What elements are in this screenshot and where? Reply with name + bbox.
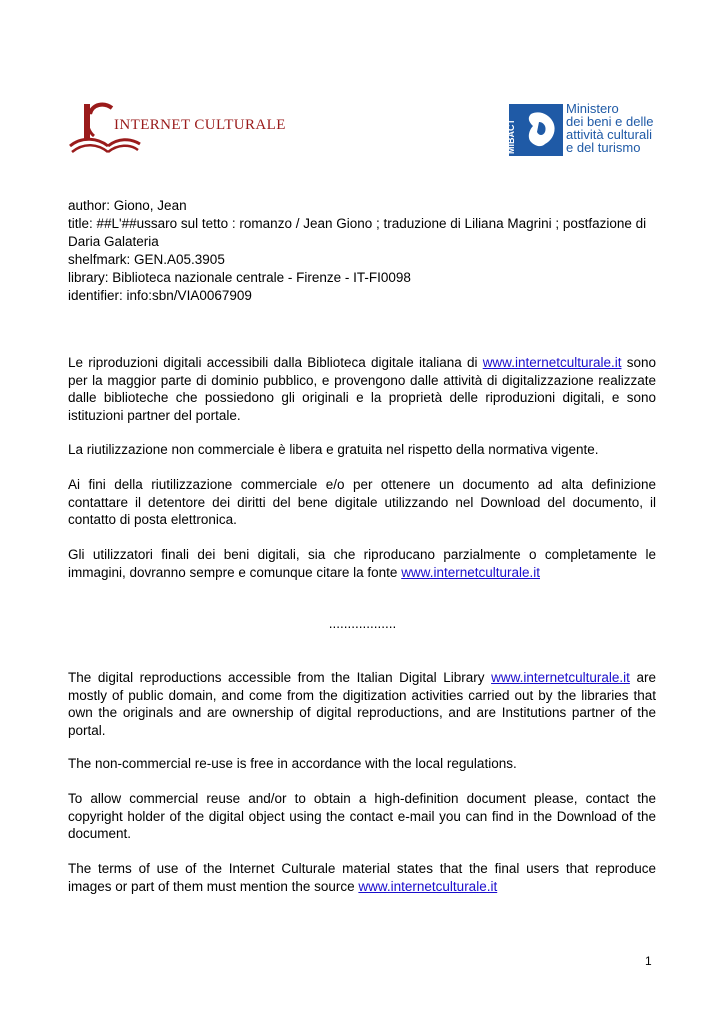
meta-title: title: ##L'##ussaro sul tetto : romanzo / Jean Giono ; traduzione di Liliana Magrini ; postfazione di Daria Galateria <box>68 216 647 249</box>
internet-culturale-logo <box>68 100 286 160</box>
ministry-line-3: attività culturali <box>566 127 652 142</box>
ic-logo-text: INTERNET CULTURALE <box>114 117 286 133</box>
meta-identifier: identifier: info:sbn/VIA0067909 <box>68 288 252 303</box>
en-link-1[interactable]: www.internetculturale.it <box>491 670 630 685</box>
en-link-2[interactable]: www.internetculturale.it <box>358 878 498 894</box>
mibact-mark-text: MiBACT <box>506 119 516 154</box>
meta-library: library: Biblioteca nazionale centrale - Firenze - IT-FI0098 <box>68 270 411 285</box>
page-number: 1 <box>645 954 652 968</box>
section-separator: .................. <box>328 616 397 631</box>
it-link-2[interactable]: www.internetculturale.it <box>401 564 540 580</box>
ministry-name <box>566 102 676 154</box>
en-paragraph-4: The terms of use of the Internet Culturale material states that the final users that reproduce images or part of them must mention the source www.internetculturale.it <box>68 861 656 894</box>
it-paragraph-4: Gli utilizzatori finali dei beni digitali, sia che riproducano parzialmente o completamente le immagini, dovranno sempre e comunque citare la fonte www.internetculturale.it <box>68 547 656 580</box>
metadata-block <box>68 197 658 305</box>
en-paragraph-2: The non-commercial re-use is free in accordance with the local regulations. <box>68 756 517 771</box>
meta-author: author: Giono, Jean <box>68 198 187 213</box>
en-paragraph-3: To allow commercial reuse and/or to obtain a high-definition document please, contact the copyright holder of the digital object using the contact e-mail you can find in the Download of the document. <box>68 791 656 841</box>
en-paragraph-1: The digital reproductions accessible from the Italian Digital Library www.internetculturale.it are mostly of public domain, and come from the digitization activities carried out by the libraries that own the originals and are ownership of digital reproductions, and are Institutions partner of the portal. <box>68 670 656 738</box>
it-paragraph-3: Ai fini della riutilizzazione commerciale e/o per ottenere un documento ad alta definizione contattare il detentore dei diritti del bene digitale utilizzando nel Download del documento, il contatto di posta elettronica. <box>68 477 656 527</box>
it-link-1[interactable]: www.internetculturale.it <box>482 355 622 370</box>
ministry-line-2: dei beni e delle <box>566 114 654 129</box>
ministry-line-4: e del turismo <box>566 140 641 155</box>
it-paragraph-1: Le riproduzioni digitali accessibili dalla Biblioteca digitale italiana di www.internetculturale.it sono per la maggior parte di dominio pubblico, e provengono dalle attività di digitalizzazione realizzate dalle biblioteche che possiedono gli originali e la proprietà delle riproduzioni digitali, e sono istituzioni partner del portale. <box>68 355 656 423</box>
meta-shelfmark: shelfmark: GEN.A05.3905 <box>68 252 225 267</box>
mibact-emblem-icon <box>506 104 563 156</box>
it-paragraph-2: La riutilizzazione non commerciale è libera e gratuita nel rispetto della normativa vigente. <box>68 442 599 457</box>
ministry-line-1: Ministero <box>566 101 619 116</box>
ministry-logo <box>506 101 669 156</box>
